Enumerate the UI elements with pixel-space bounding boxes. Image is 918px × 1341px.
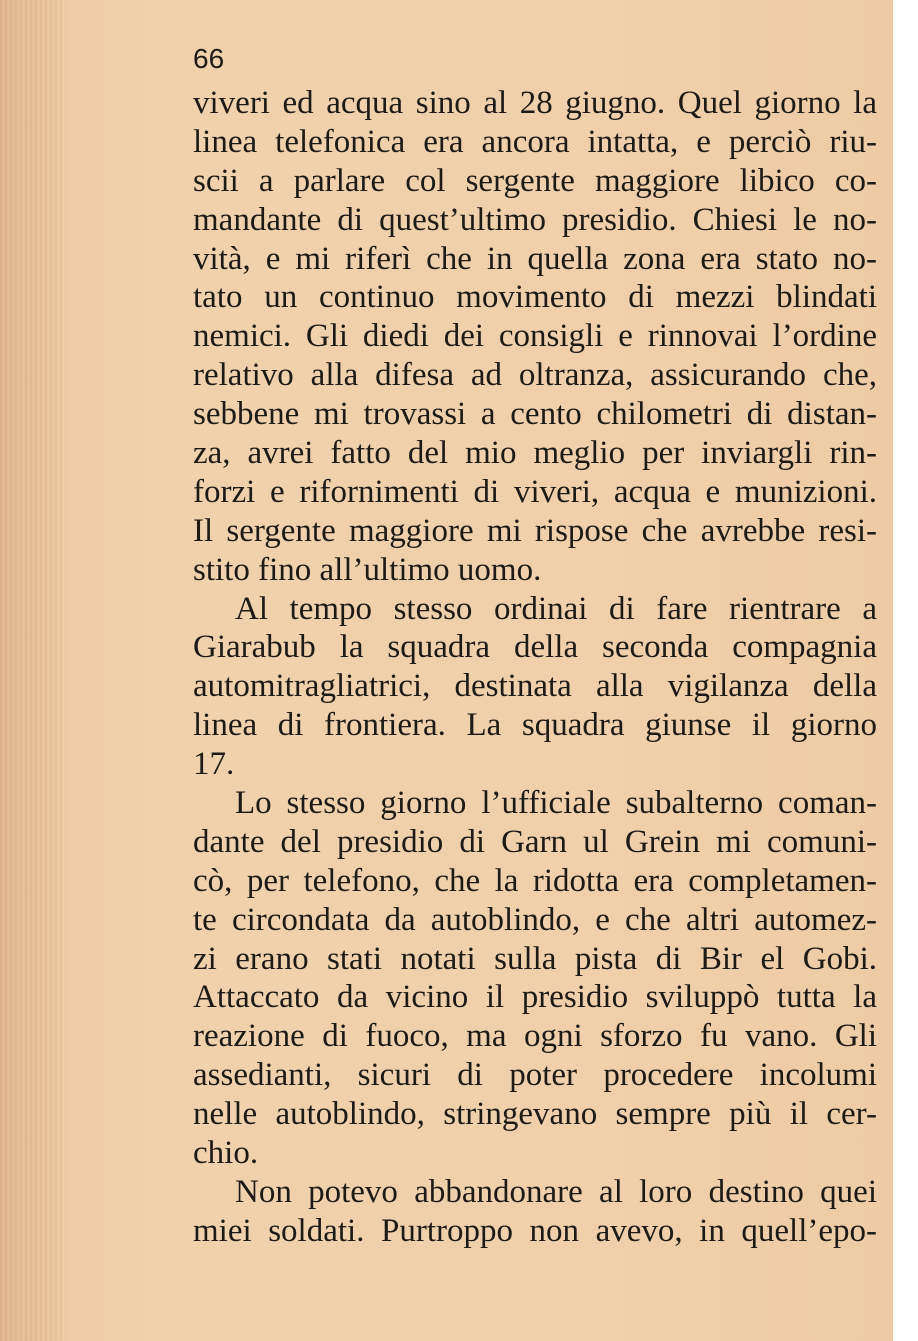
text-line: cò, per telefono, che la ridotta era completamen- (193, 862, 877, 899)
text-line: forzi e rifornimenti di viveri, acqua e munizioni. (193, 473, 877, 510)
text-line: za, avrei fatto del mio meglio per inviargli rin- (193, 435, 877, 472)
text-line: assedianti, sicuri di poter procedere incolumi (193, 1057, 877, 1094)
page-number: 66 (193, 43, 225, 74)
text-line: dante del presidio di Garn ul Grein mi comuni- (193, 823, 877, 860)
text-line: miei soldati. Purtroppo non avevo, in quell’epo- (193, 1212, 877, 1249)
text-line: Al tempo stesso ordinai di fare rientrare a (235, 590, 877, 627)
text-line: relativo alla difesa ad oltranza, assicurando che, (193, 357, 877, 394)
text-line: te circondata da autoblindo, e che altri automez- (193, 901, 877, 938)
text-line: scii a parlare col sergente maggiore libico co- (193, 162, 877, 199)
text-line: linea telefonica era ancora intatta, e perciò riu- (193, 123, 877, 160)
text-line: Attaccato da vicino il presidio sviluppò tutta la (193, 979, 877, 1016)
text-line: tato un continuo movimento di mezzi blindati (193, 279, 877, 316)
text-line: linea di frontiera. La squadra giunse il giorno (193, 707, 877, 744)
text-line: mandante di quest’ultimo presidio. Chiesi le no- (193, 201, 877, 238)
text-line: Lo stesso giorno l’ufficiale subalterno coman- (235, 785, 877, 822)
text-line: zi erano stati notati sulla pista di Bir el Gobi. (193, 940, 877, 977)
text-line: Il sergente maggiore mi rispose che avrebbe resi- (193, 512, 877, 549)
text-line: nelle autoblindo, stringevano sempre più il cer- (193, 1096, 877, 1133)
text-line: 17. (193, 746, 235, 783)
text-line: nemici. Gli diedi dei consigli e rinnovai l’ordine (193, 318, 877, 355)
text-line: viveri ed acqua sino al 28 giugno. Quel giorno la (193, 85, 877, 121)
text-line: stito fino all’ultimo uomo. (193, 551, 542, 588)
text-line: automitragliatrici, destinata alla vigilanza della (193, 668, 877, 705)
text-line: Giarabub la squadra della seconda compagnia (193, 629, 877, 666)
text-line: reazione di fuoco, ma ogni sforzo fu vano. Gli (193, 1018, 877, 1055)
page-edge (0, 0, 64, 1341)
body-text (193, 84, 877, 1251)
text-line: sebbene mi trovassi a cento chilometri di distan- (193, 396, 877, 433)
text-line: Non potevo abbandonare al loro destino quei (235, 1173, 877, 1210)
text-line: chio. (193, 1135, 259, 1172)
text-line: vità, e mi riferì che in quella zona era stato no- (193, 240, 877, 277)
